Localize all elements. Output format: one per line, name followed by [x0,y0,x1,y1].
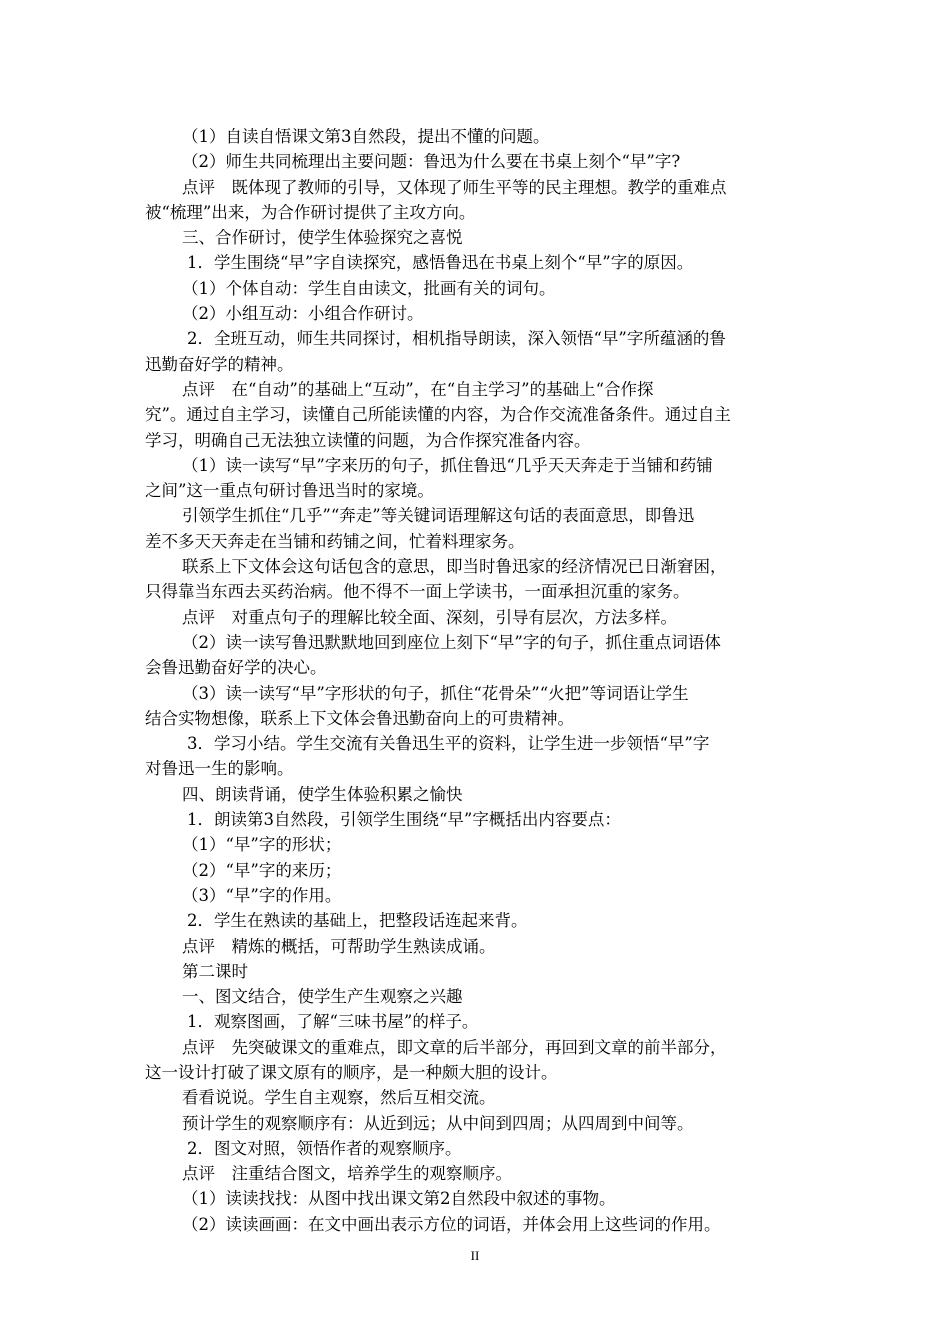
text-line: （2）读一读写鲁迅默默地回到座位上刻下“早”字的句子，抓住重点词语体 [182,632,721,652]
text-line: 会鲁迅勤奋好学的决心。 [145,658,327,678]
text-line: 四、朗读背诵，使学生体验积累之愉快 [182,784,463,804]
text-line: （2）“早”字的来历； [182,860,342,880]
page-number: II [470,1248,480,1263]
text-line: 究”。通过自主学习，读懂自己所能读懂的内容，为合作交流准备条件。通过自主 [145,405,731,425]
text-line: 一、图文结合，使学生产生观察之兴趣 [182,987,463,1007]
text-line: （1）读读找找：从图中找出课文第2自然段中叙述的事物。 [182,1189,616,1209]
text-line: 只得靠当东西去买药治病。他不得不一面上学读书，一面承担沉重的家务。 [145,582,690,602]
text-line: 点评 既体现了教师的引导，又体现了师生平等的民主理想。教学的重难点 [182,177,727,197]
text-line: 之间”这一重点句研讨鲁迅当时的家境。 [145,481,434,501]
text-line: （1）读一读写“早”字来历的句子，抓住鲁迅“几乎天天奔走于当铺和药铺 [182,455,713,475]
text-line: （1）“早”字的形状； [182,835,342,855]
text-line: 点评 对重点句子的理解比较全面、深刻，引导有层次，方法多样。 [182,607,677,627]
text-line: 预计学生的观察顺序有：从近到远；从中间到四周；从四周到中间等。 [182,1113,694,1133]
text-line: 点评 精炼的概括，可帮助学生熟读成诵。 [182,936,496,956]
text-line: 2．全班互动，师生共同探讨，相机指导朗读，深入领悟“早”字所蕴涵的鲁 [187,329,726,349]
text-line: （1）个体自动：学生自由读文，批画有关的词句。 [182,278,556,298]
text-line: 1．观察图画，了解“三味书屋”的样子。 [187,1012,479,1032]
text-line: 引领学生抓住“几乎”“奔走”等关键词语理解这句话的表面意思，即鲁迅 [182,506,695,526]
text-line: 学习，明确自己无法独立读懂的问题，为合作探究准备内容。 [145,430,591,450]
body-text [145,124,815,1237]
text-line: （1）自读自悟课文第3自然段，提出不懂的问题。 [182,127,550,146]
text-line: 点评 先突破课文的重难点，即文章的后半部分，再回到文章的前半部分， [182,1037,727,1057]
text-line: 被“梳理”出来，为合作研讨提供了主攻方向。 [145,202,476,222]
text-line: （3）读一读写“早”字形状的句子，抓住“花骨朵”“火把”等词语让学生 [182,683,689,703]
text-line: （2）师生共同梳理出主要问题：鲁迅为什么要在书桌上刻个“早”字? [182,152,681,172]
text-line: 第二课时 [182,961,248,981]
text-line: 2．图文对照，领悟作者的观察顺序。 [187,1138,462,1158]
text-line: （2）小组互动：小组合作研讨。 [182,304,424,324]
text-line: 点评 注重结合图文，培养学生的观察顺序。 [182,1164,512,1184]
text-line: 差不多天天奔走在当铺和药铺之间，忙着料理家务。 [145,531,525,551]
text-line: 联系上下文体会这句话包含的意思，即当时鲁迅家的经济情况已日渐窘困， [182,557,727,577]
text-line: 迅勤奋好学的精神。 [145,354,294,374]
text-line: （3）“早”字的作用。 [182,885,342,905]
text-line: 对鲁迅一生的影响。 [145,759,294,779]
text-line: 这一设计打破了课文原有的顺序，是一种颇大胆的设计。 [145,1062,558,1082]
text-line: 点评 在“自动”的基础上“互动”，在“自主学习”的基础上“合作探 [182,379,654,399]
text-line: 1．朗读第3自然段，引领学生围绕“早”字概括出内容要点： [187,810,621,830]
text-line: 结合实物想像，联系上下文体会鲁迅勤奋向上的可贵精神。 [145,708,574,728]
text-line: （2）读读画画：在文中画出表示方位的词语，并体会用上这些词的作用。 [182,1214,721,1234]
text-line: 2．学生在熟读的基础上，把整段话连起来背。 [187,911,528,931]
text-line: 三、合作研讨，使学生体验探究之喜悦 [182,228,463,248]
text-line: 1．学生围绕“早”字自读探究，感悟鲁迅在书桌上刻个“早”字的原因。 [187,253,694,273]
text-line: 3．学习小结。学生交流有关鲁迅生平的资料，让学生进一步领悟“早”字 [187,734,710,754]
text-line: 看看说说。学生自主观察，然后互相交流。 [182,1088,496,1108]
